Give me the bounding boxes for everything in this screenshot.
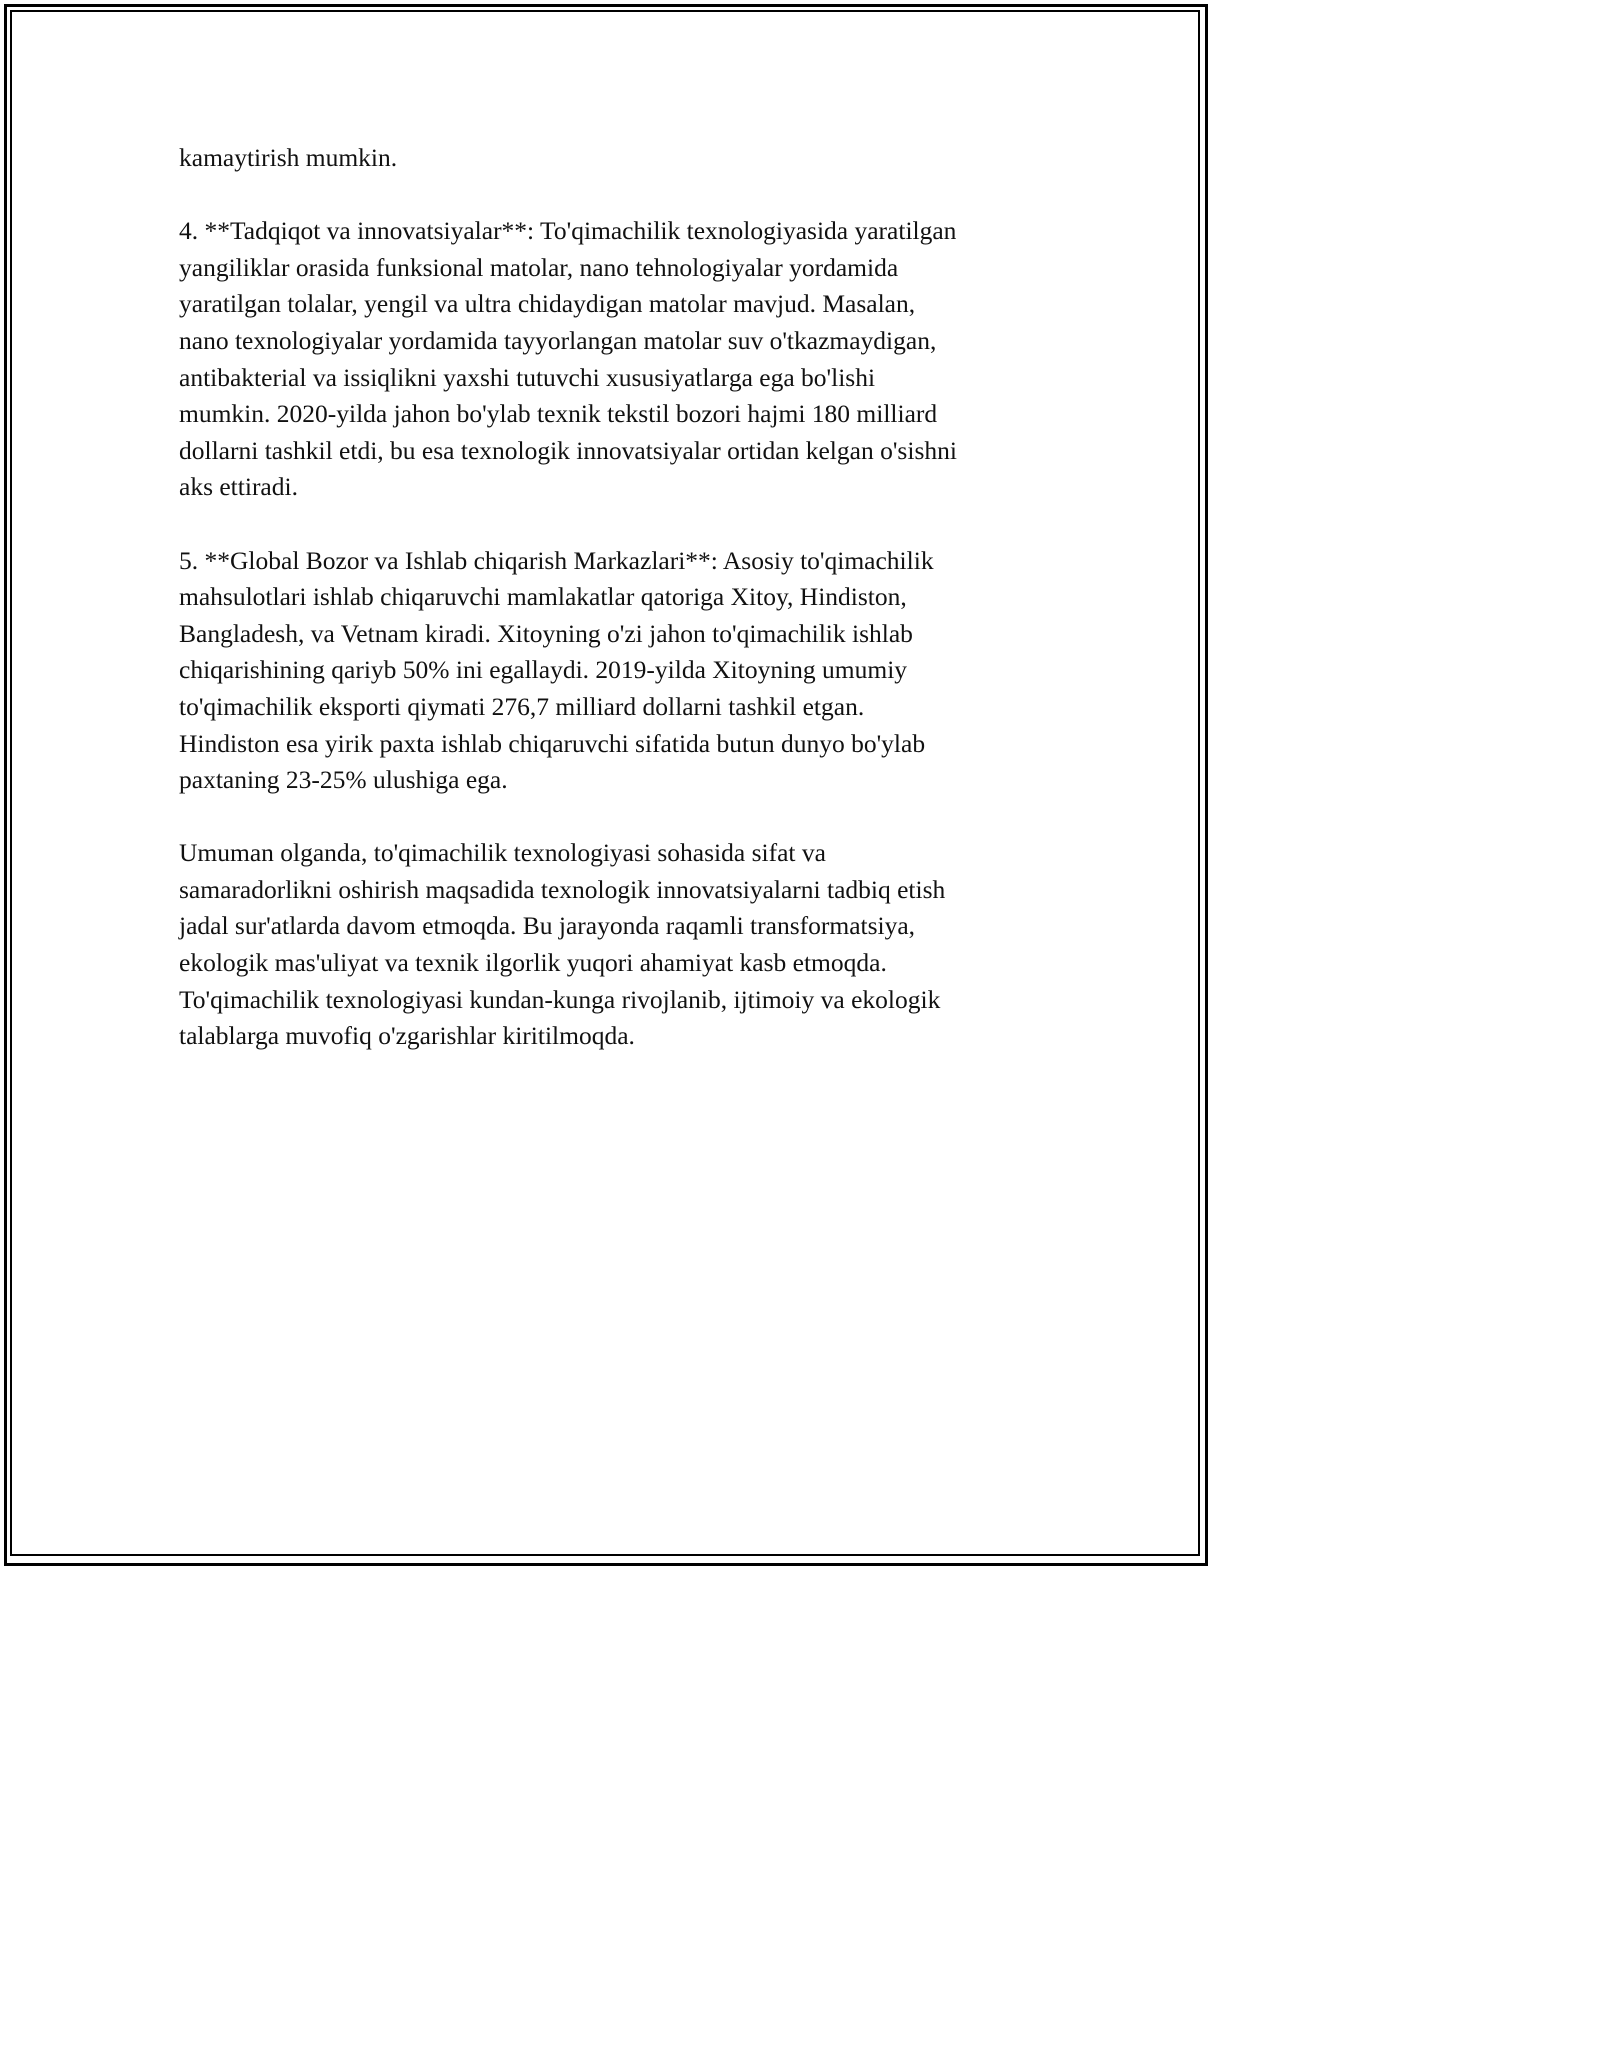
paragraph-continuation [179,140,1039,177]
text-line: paxtaning 23-25% ulushiga ega. [179,765,508,795]
text-line: Umuman olganda, to'qimachilik texnologiyasi sohasida sifat va [179,838,826,868]
text-line: antibakterial va issiqlikni yaxshi tutuvchi xususiyatlarga ega bo'lishi [179,362,876,392]
text-line: ekologik mas'uliyat va texnik ilgorlik yuqori ahamiyat kasb etmoqda. [179,948,887,978]
paragraph-gap [179,177,1039,214]
text-line: Bangladesh, va Vetnam kiradi. Xitoyning o'zi jahon to'qimachilik ishlab [179,618,913,648]
text-line: yangiliklar orasida funksional matolar, nano tehnologiyalar yordamida [179,252,899,282]
text-line: to'qimachilik eksporti qiymati 276,7 milliard dollarni tashkil etgan. [179,691,865,721]
paragraph-conclusion [179,835,1039,1055]
paragraph-gap [179,799,1039,836]
text-line: chiqarishining qariyb 50% ini egallaydi. 2019-yilda Xitoyning umumiy [179,655,908,685]
text-line: mahsulotlari ishlab chiqaruvchi mamlakatlar qatoriga Xitoy, Hindiston, [179,582,907,612]
text-line: samaradorlikni oshirish maqsadida texnologik innovatsiyalarni tadbiq etish [179,874,946,904]
text-line: dollarni tashkil etdi, bu esa texnologik innovatsiyalar ortidan kelgan o'sishni [179,435,957,465]
text-line: 5. **Global Bozor va Ishlab chiqarish Markazlari**: Asosiy to'qimachilik [179,545,934,575]
text-line: 4. **Tadqiqot va innovatsiyalar**: To'qimachilik texnologiyasida yaratilgan [179,216,957,246]
paragraph-research-innovations [179,213,1039,506]
text-line: jadal sur'atlarda davom etmoqda. Bu jarayonda raqamli transformatsiya, [179,911,916,941]
text-line: To'qimachilik texnologiyasi kundan-kunga rivojlanib, ijtimoiy va ekologik [179,984,941,1014]
text-line: aks ettiradi. [179,472,298,502]
document-body [179,140,1039,1055]
paragraph-global-market [179,543,1039,799]
text-line: mumkin. 2020-yilda jahon bo'ylab texnik tekstil bozori hajmi 180 milliard [179,399,938,429]
text-line: Hindiston esa yirik paxta ishlab chiqaruvchi sifatida butun dunyo bo'ylab [179,728,926,758]
text-line: kamaytirish mumkin. [179,143,398,172]
text-line: talablarga muvofiq o'zgarishlar kiritilmoqda. [179,1021,635,1051]
text-line: nano texnologiyalar yordamida tayyorlangan matolar suv o'tkazmaydigan, [179,325,937,355]
text-line: yaratilgan tolalar, yengil va ultra chidaydigan matolar mavjud. Masalan, [179,289,916,319]
paragraph-gap [179,506,1039,543]
